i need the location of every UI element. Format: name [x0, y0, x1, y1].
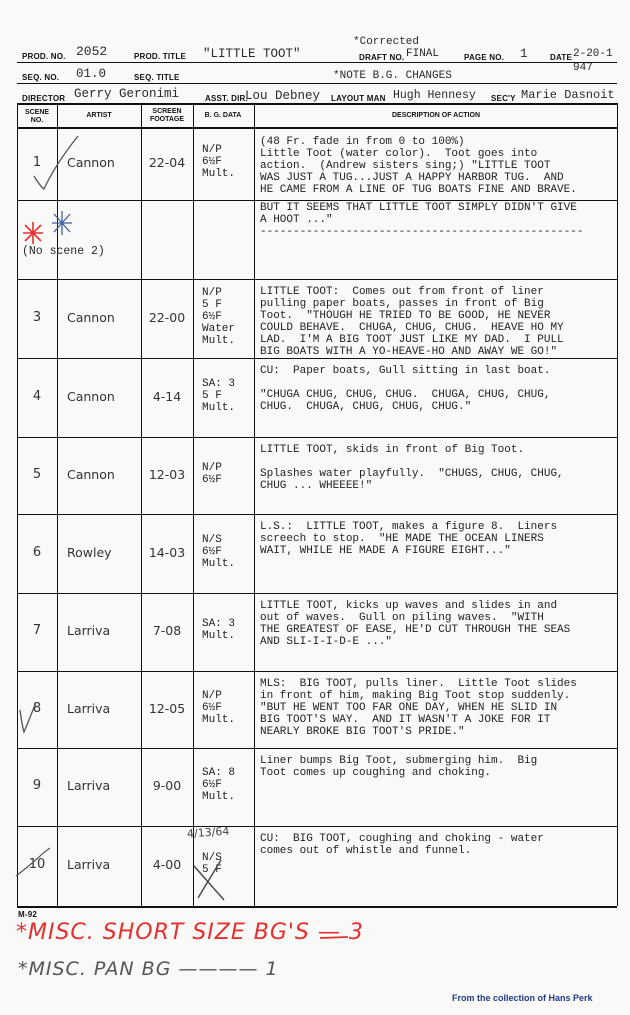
screen-footage: 14-03 — [148, 544, 186, 560]
director-label: DIRECTOR — [22, 94, 66, 103]
scene-number: 10 — [28, 857, 46, 872]
prod-title-label: PROD. TITLE — [134, 52, 186, 61]
director-value: Gerry Geronimi — [74, 87, 180, 101]
action-description: L.S.: LITTLE TOOT, makes a figure 8. Liners screech to stop. "HE MADE THE OCEAN LINERS WAIT, WHILE HE MADE A FIGURE EIGHT..." — [260, 521, 558, 557]
collection-credit: From the collection of Hans Perk — [452, 993, 593, 1003]
action-description: (48 Fr. fade in from 0 to 100%) Little Toot (water color). Toot goes into action. (Andrew sisters sing;) "LITTLE TOOT WAS JUST A TUG...JUST A HAPPY HARBOR TUG. AND HE CAME FROM A LINE OF TUG BOATS FINE AND BRAVE. — [260, 136, 577, 196]
date-label: DATE — [550, 53, 572, 62]
misc-pan-bg-note: *MISC. PAN BG ———— 1 — [18, 958, 279, 980]
screen-footage: 12-03 — [148, 466, 186, 482]
check-mark-scene-8 — [20, 702, 36, 732]
action-description: CU: BIG TOOT, coughing and choking - water comes out of whistle and funnel. — [260, 833, 544, 857]
artist-name: Rowley — [67, 544, 112, 560]
bg-data: N/S 6½F Mult. — [202, 533, 236, 570]
bg-data: SA: 8 6½F Mult. — [202, 767, 236, 803]
scene-number: 1 — [32, 154, 42, 170]
screen-footage: 7-08 — [152, 623, 182, 638]
artist-name: Larriva — [67, 623, 111, 638]
screen-footage: 4-14 — [152, 388, 182, 404]
bg-changes-note: *NOTE B.G. CHANGES — [333, 70, 452, 82]
layout-man-value: Hugh Hennesy — [393, 89, 476, 102]
col-scene-header: SCENE NO. — [24, 109, 50, 124]
scene-number: 3 — [32, 309, 42, 325]
asst-dir-value: Lou Debney — [245, 89, 321, 103]
action-description: CU: Paper boats, Gull sitting in last boat. "CHUGA CHUG, CHUG, CHUG. CHUGA, CHUG, CHUG, CHUG. CHUGA, CHUG, CHUG, CHUG." — [260, 365, 551, 413]
artist-name: Larriva — [67, 857, 111, 872]
scene-number: (No scene 2) — [22, 245, 105, 258]
check-mark-scene-1 — [34, 136, 78, 189]
action-description: LITTLE TOOT, kicks up waves and slides in and out of waves. Gull on piling waves. "WITH THE GREATEST OF EASE, HE'D CUT THROUGH THE SEAS AND SLI-I-I-D-E ..." — [260, 600, 571, 648]
bg-data: SA: 3 Mult. — [202, 618, 236, 642]
screen-footage: 22-04 — [148, 154, 186, 170]
artist-name: Larriva — [67, 700, 111, 716]
col-footage-header: SCREEN FOOTAGE — [149, 108, 185, 123]
draft-no-value: FINAL — [406, 48, 440, 60]
screen-footage: 22-00 — [148, 309, 186, 325]
col-description-header: DESCRIPTION OF ACTION — [391, 112, 481, 119]
scene-number: 6 — [32, 544, 42, 560]
col-bg-header: B. G. DATA — [204, 112, 242, 119]
scene-number: 4 — [32, 388, 42, 404]
seq-no-value: 01.0 — [76, 67, 107, 81]
secy-value: Marie Dasnoit — [521, 88, 615, 102]
bg-data: SA: 3 5 F Mult. — [202, 377, 236, 414]
action-description: LITTLE TOOT, skids in front of Big Toot. Splashes water playfully. "CHUGS, CHUG, CHUG, CHUG ... WHEEEE!" — [260, 444, 564, 492]
date-value: 2-20-1947 — [573, 48, 613, 74]
misc-short-size-note: *MISC. SHORT SIZE BG'S — 3 — [16, 920, 364, 945]
screen-footage: 4-00 — [152, 857, 182, 872]
seq-title-label: SEQ. TITLE — [134, 73, 180, 82]
seq-no-label: SEQ. NO. — [22, 73, 60, 82]
row10-date-note: 4/13/64 — [186, 824, 230, 841]
artist-name: Cannon — [67, 154, 115, 170]
page-no-value: 1 — [520, 47, 528, 61]
prod-title-value: "LITTLE TOOT" — [203, 47, 301, 61]
form-code: M-92 — [18, 910, 38, 919]
artist-name: Cannon — [67, 388, 115, 404]
bg-data: N/P 6½F — [202, 461, 222, 486]
artist-name: Cannon — [67, 309, 115, 325]
scene-number: 9 — [32, 778, 42, 793]
check-mark-scene-10 — [16, 848, 50, 876]
action-description: BUT IT SEEMS THAT LITTLE TOOT SIMPLY DIDN'T GIVE A HOOT ..." ------------------------------------------------- — [260, 202, 584, 238]
screen-footage: 9-00 — [152, 778, 182, 793]
page-no-label: PAGE NO. — [464, 53, 505, 62]
scene-number: 7 — [32, 623, 42, 638]
action-description: LITTLE TOOT: Comes out from front of liner pulling paper boats, passes in front of Big Toot. "THOUGH HE TRIED TO BE GOOD, HE NEVER COULD BEHAVE. CHUGA, CHUG, CHUG. HEAVE HO MY LAD. I'M A BIG TOOT JUST LIKE MY DAD. I PULL BIG BOATS WITH A YO-HEAVE-HO AND AWAY WE GO!" — [260, 286, 564, 358]
bg-data: N/P 6½F Mult. — [202, 689, 236, 726]
red-asterisk-icon — [23, 222, 43, 244]
prod-no-label: PROD. NO. — [22, 52, 66, 61]
asst-dir-label: ASST. DIR. — [205, 94, 248, 103]
bg-data: N/S 5 F — [202, 852, 222, 876]
blue-asterisk-icon — [52, 211, 72, 235]
strike-mark-bg-10 — [194, 860, 224, 900]
scene-number: 5 — [32, 466, 42, 482]
bg-data: N/P 6½F Mult. — [202, 143, 236, 180]
draft-no-label: DRAFT NO. — [359, 53, 405, 62]
col-artist-header: ARTIST — [86, 112, 112, 119]
bg-data: N/P 5 F 6½F Water Mult. — [202, 286, 236, 347]
screen-footage: 12-05 — [148, 700, 186, 716]
corrected-note: *Corrected — [353, 36, 420, 48]
artist-name: Larriva — [67, 778, 111, 793]
scene-number: 8 — [32, 700, 42, 716]
artist-name: Cannon — [67, 466, 115, 482]
action-description: MLS: BIG TOOT, pulls liner. Little Toot slides in front of him, making Big Toot stop suddenly. "BUT HE WENT TOO FAR ONE DAY, WHEN HE SLID IN BIG TOOT'S WAY. AND IT WASN'T A JOKE FOR IT NEARLY BROKE BIG TOOT'S PRIDE." — [260, 678, 577, 738]
secy-label: SEC'Y — [491, 94, 516, 103]
action-description: Liner bumps Big Toot, submerging him. Big Toot comes up coughing and choking. — [260, 755, 538, 779]
prod-no-value: 2052 — [76, 44, 108, 59]
layout-man-label: LAYOUT MAN — [331, 94, 386, 103]
